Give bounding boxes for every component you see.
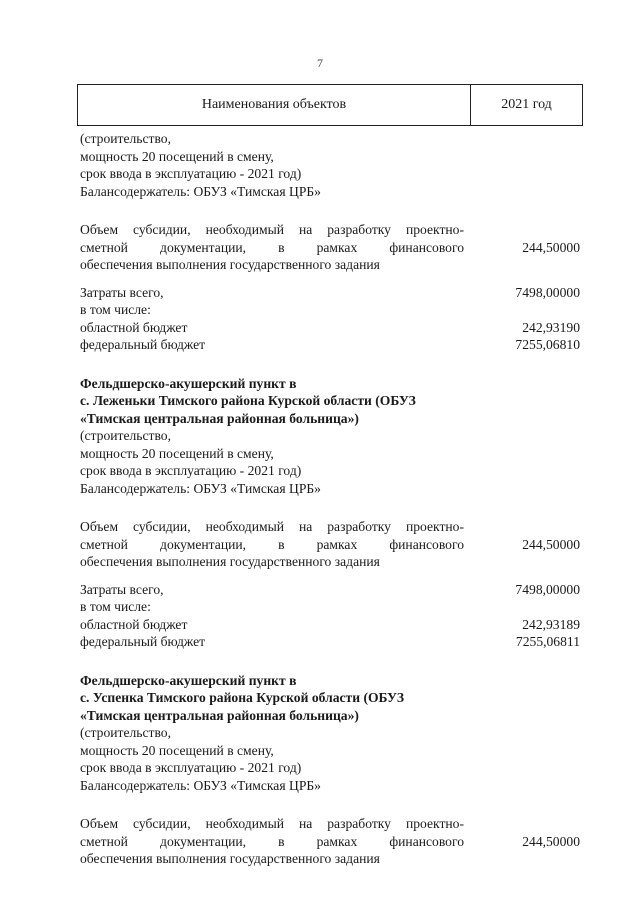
federal-budget-label: федеральный бюджет bbox=[80, 634, 206, 649]
commissioning-note: срок ввода в эксплуатацию - 2021 год) bbox=[80, 166, 302, 181]
subsidy-value: 244,50000 bbox=[522, 536, 580, 552]
federal-budget-value: 7255,06811 bbox=[515, 634, 580, 649]
total-costs-value: 7498,00000 bbox=[515, 581, 580, 597]
federal-budget-row bbox=[80, 633, 580, 651]
subsidy-row bbox=[80, 815, 580, 868]
column-header-name: Наименования объектов bbox=[78, 85, 471, 125]
regional-budget-row bbox=[80, 319, 580, 337]
object-lezhenki bbox=[80, 375, 580, 651]
object-title: Фельдшерско-акушерский пункт в bbox=[80, 375, 297, 391]
subsidy-row bbox=[80, 518, 580, 571]
total-costs-value: 7498,00000 bbox=[515, 284, 580, 300]
object-title: с. Успенка Тимского района Курской области (ОБУЗ bbox=[80, 690, 405, 705]
construction-note: (строительство, bbox=[80, 725, 171, 740]
subsidy-description: Объем субсидии, необходимый на разработку проектно- сметной документации, в рамках финансового обеспечения выполнения государственного задания bbox=[80, 816, 464, 866]
column-header-year: 2021 год bbox=[501, 97, 552, 112]
capacity-note: мощность 20 посещений в смену, bbox=[80, 445, 274, 461]
regional-budget-value: 242,93190 bbox=[522, 319, 580, 335]
subsidy-value: 244,50000 bbox=[522, 833, 580, 849]
balance-holder-note: Балансодержатель: ОБУЗ «Тимская ЦРБ» bbox=[80, 777, 321, 793]
total-costs-row bbox=[80, 284, 580, 302]
total-costs-row bbox=[80, 581, 580, 599]
object-title: «Тимская центральная районная больница») bbox=[80, 707, 359, 723]
object-title: с. Леженьки Тимского района Курской области (ОБУЗ bbox=[80, 393, 416, 408]
object-continuation bbox=[80, 130, 580, 354]
object-title: Фельдшерско-акушерский пункт в bbox=[80, 672, 297, 688]
capacity-note: мощность 20 посещений в смену, bbox=[80, 742, 274, 758]
subsidy-row bbox=[80, 221, 580, 274]
subsidy-description: Объем субсидии, необходимый на разработку проектно- сметной документации, в рамках финансового обеспечения выполнения государственного задания bbox=[80, 222, 464, 272]
regional-budget-label: областной бюджет bbox=[80, 616, 188, 632]
table-header bbox=[77, 84, 583, 126]
commissioning-note: срок ввода в эксплуатацию - 2021 год) bbox=[80, 463, 302, 478]
total-costs-label: Затраты всего, bbox=[80, 284, 164, 300]
regional-budget-row bbox=[80, 616, 580, 634]
including-label: в том числе: bbox=[80, 302, 151, 317]
regional-budget-label: областной бюджет bbox=[80, 319, 188, 335]
subsidy-value: 244,50000 bbox=[522, 239, 580, 255]
balance-holder-note: Балансодержатель: ОБУЗ «Тимская ЦРБ» bbox=[80, 183, 321, 199]
object-uspenka bbox=[80, 672, 580, 868]
regional-budget-value: 242,93189 bbox=[522, 616, 580, 632]
federal-budget-row bbox=[80, 336, 580, 354]
commissioning-note: срок ввода в эксплуатацию - 2021 год) bbox=[80, 760, 302, 775]
construction-note: (строительство, bbox=[80, 428, 171, 443]
page-number: 7 bbox=[317, 56, 323, 70]
object-title: «Тимская центральная районная больница») bbox=[80, 410, 359, 426]
construction-note: (строительство, bbox=[80, 131, 171, 146]
balance-holder-note: Балансодержатель: ОБУЗ «Тимская ЦРБ» bbox=[80, 480, 321, 496]
federal-budget-label: федеральный бюджет bbox=[80, 337, 206, 352]
federal-budget-value: 7255,06810 bbox=[515, 337, 580, 352]
table-body bbox=[80, 130, 580, 868]
capacity-note: мощность 20 посещений в смену, bbox=[80, 148, 274, 164]
including-label: в том числе: bbox=[80, 599, 151, 614]
subsidy-description: Объем субсидии, необходимый на разработку проектно- сметной документации, в рамках финансового обеспечения выполнения государственного задания bbox=[80, 519, 464, 569]
total-costs-label: Затраты всего, bbox=[80, 581, 164, 597]
